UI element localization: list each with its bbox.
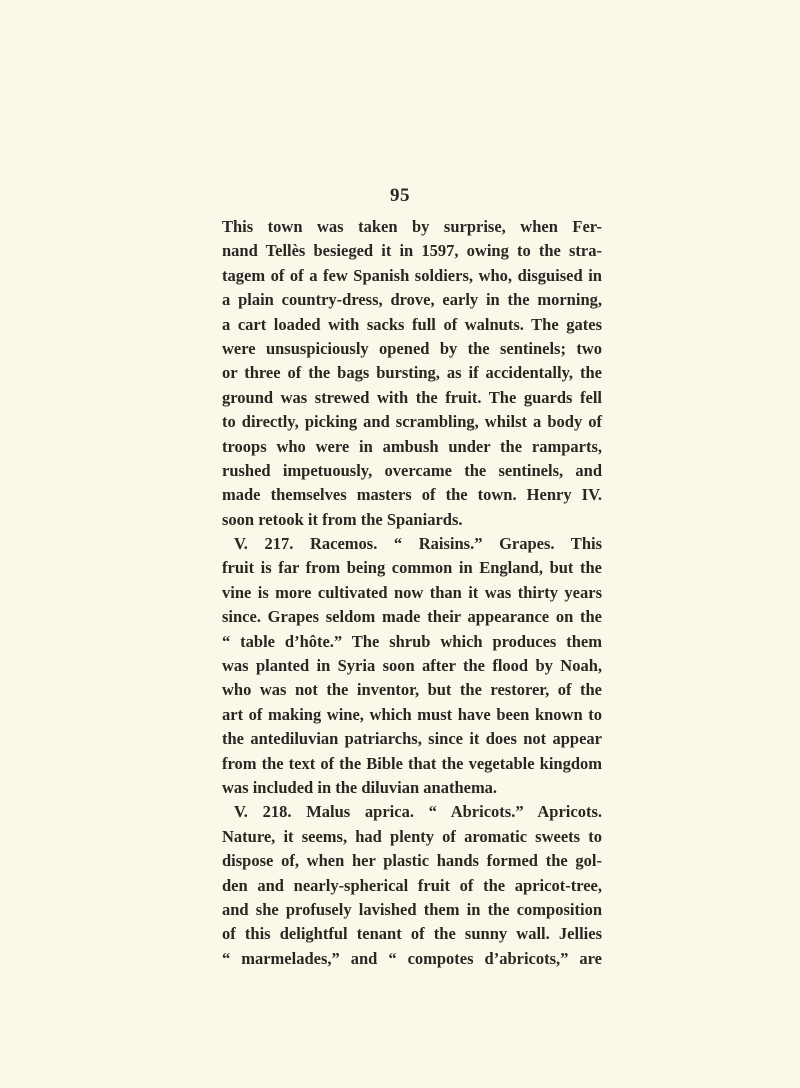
text-line-11: rushed impetuously, overcame the sentinels, and <box>222 460 602 480</box>
text-line-12: made themselves masters of the town. Henry IV. <box>222 485 602 505</box>
text-line-28: den and nearly-spherical fruit of the apricot-tree, <box>222 875 602 895</box>
text-line-22: the antediluvian patriarchs, since it does not appear <box>222 729 602 749</box>
text-line-4: a plain country-dress, drove, early in the morning, <box>222 290 602 310</box>
text-line-16: vine is more cultivated now than it was thirty years <box>222 582 602 602</box>
text-line-18: “ table d’hôte.” The shrub which produces them <box>222 631 602 651</box>
text-line-8: ground was strewed with the fruit. The guards fell <box>222 387 602 407</box>
text-line-23: from the text of the Bible that the vegetable kingdom <box>222 753 602 773</box>
text-line-27: dispose of, when her plastic hands formed the gol- <box>222 851 602 871</box>
text-line-19: was planted in Syria soon after the flood by Noah, <box>222 656 602 676</box>
text-line-26: Nature, it seems, had plenty of aromatic sweets to <box>222 826 602 846</box>
text-line-7: or three of the bags bursting, as if accidentally, the <box>222 363 602 383</box>
text-line-31: “ marmelades,” and “ compotes d’abricots,” are <box>222 948 602 968</box>
text-line-15: fruit is far from being common in England, but the <box>222 558 602 578</box>
text-line-9: to directly, picking and scrambling, whilst a body of <box>222 412 602 432</box>
text-line-14: V. 217. Racemos. “ Raisins.” Grapes. This <box>234 534 602 554</box>
text-line-2: nand Tellès besieged it in 1597, owing to the stra- <box>222 241 602 261</box>
body-text <box>222 215 602 971</box>
text-line-13: soon retook it from the Spaniards. <box>222 509 463 529</box>
text-line-21: art of making wine, which must have been known to <box>222 704 602 724</box>
text-line-30: of this delightful tenant of the sunny wall. Jellies <box>222 924 602 944</box>
text-line-20: who was not the inventor, but the restorer, of the <box>222 680 602 700</box>
text-line-1: This town was taken by surprise, when Fer- <box>222 217 602 236</box>
text-line-10: troops who were in ambush under the ramparts, <box>222 436 602 456</box>
text-line-25: V. 218. Malus aprica. “ Abricots.” Apricots. <box>234 802 602 822</box>
text-line-29: and she profusely lavished them in the composition <box>222 899 602 919</box>
text-line-3: tagem of of a few Spanish soldiers, who, disguised in <box>222 265 602 285</box>
text-line-6: were unsuspiciously opened by the sentinels; two <box>222 338 602 358</box>
text-line-17: since. Grapes seldom made their appearance on the <box>222 607 602 627</box>
text-line-24: was included in the diluvian anathema. <box>222 777 498 797</box>
text-line-5: a cart loaded with sacks full of walnuts. The gates <box>222 314 602 334</box>
page-number: 95 <box>390 185 410 206</box>
